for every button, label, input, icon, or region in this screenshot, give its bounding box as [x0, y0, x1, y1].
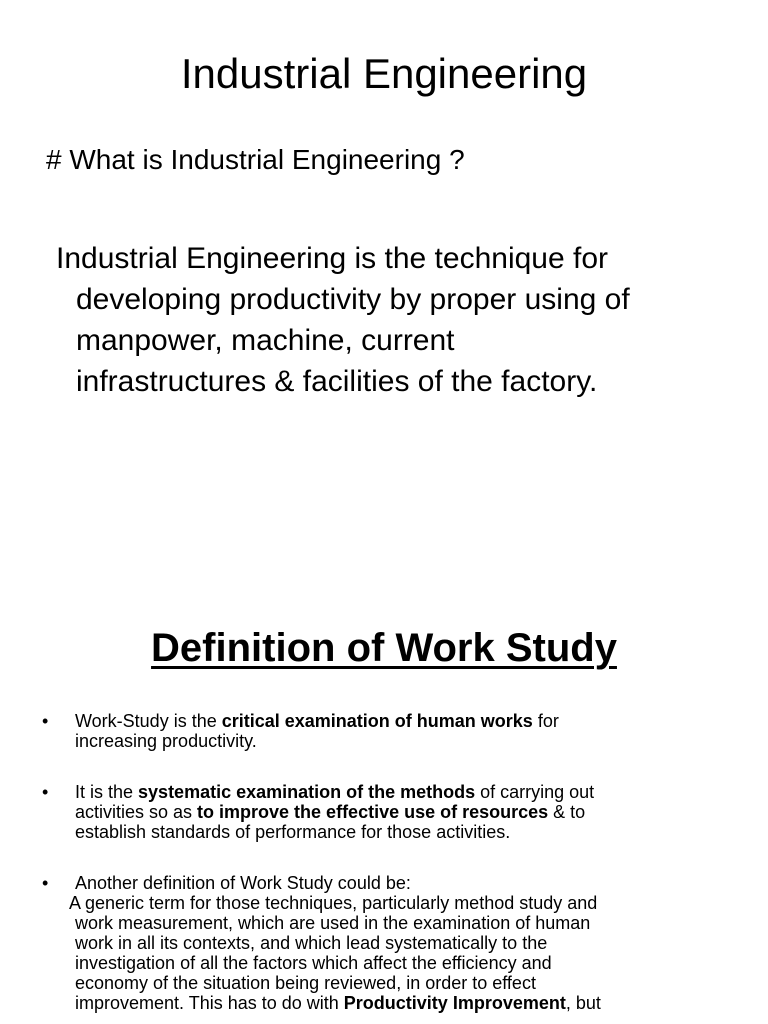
paragraph-line: Industrial Engineering is the technique for — [56, 242, 609, 275]
paragraph-line — [69, 893, 732, 913]
bullet-text: activities so as — [75, 802, 198, 822]
bullet-line: increasing productivity. — [75, 731, 257, 751]
bullet-bold-text: systematic examination of the methods — [138, 782, 476, 802]
bullet-text: It is the — [75, 782, 139, 802]
bullet-text: & to — [548, 802, 586, 822]
slide-work-study-definition — [0, 512, 768, 1024]
bullet-icon: • — [42, 711, 49, 731]
definition-paragraph — [56, 238, 736, 402]
paragraph-line: infrastructures & facilities of the factory. — [76, 365, 598, 398]
paragraph-line: manpower, machine, current — [76, 324, 455, 357]
paragraph-text: A generic term for those techniques, particularly method study and — [69, 893, 598, 913]
slide-title: Industrial Engineering — [180, 50, 588, 97]
bullet-bold-text: to improve the effective use of resources — [197, 802, 549, 822]
slide-title-text: Definition of Work Study — [151, 626, 617, 670]
bullet-line: Another definition of Work Study could be: — [75, 873, 411, 893]
paragraph-line: work in all its contexts, and which lead systematically to the — [75, 933, 548, 953]
bullet-item — [42, 873, 732, 893]
paragraph-line: economy of the situation being reviewed, in order to effect — [75, 973, 536, 993]
paragraph-bold-text: Productivity Improvement — [343, 993, 566, 1013]
bullet-text: Work-Study is the — [75, 711, 222, 731]
paragraph-text: improvement. This has to do with — [75, 993, 344, 1013]
bullet-text: for — [532, 711, 559, 731]
bullet-list — [42, 711, 732, 1013]
bullet-text: of carrying out — [475, 782, 595, 802]
bullet-line: establish standards of performance for those activities. — [75, 822, 511, 842]
bullet-line — [75, 711, 732, 731]
bullet-item — [42, 711, 732, 751]
bullet-item — [42, 782, 732, 842]
paragraph-line: investigation of all the factors which affect the efficiency and — [75, 953, 552, 973]
bullet-bold-text: critical examination of human works — [221, 711, 533, 731]
paragraph-line: developing productivity by proper using of — [76, 283, 630, 316]
definition-paragraph — [42, 893, 732, 1013]
bullet-icon: • — [42, 782, 49, 802]
bullet-icon: • — [42, 873, 49, 893]
paragraph-line: work measurement, which are used in the examination of human — [75, 913, 591, 933]
slide-title — [0, 622, 768, 674]
paragraph-text: , but — [565, 993, 601, 1013]
question-heading: # What is Industrial Engineering ? — [46, 144, 465, 175]
bullet-line — [75, 782, 732, 802]
bullet-line — [75, 802, 732, 822]
paragraph-line — [75, 993, 732, 1013]
